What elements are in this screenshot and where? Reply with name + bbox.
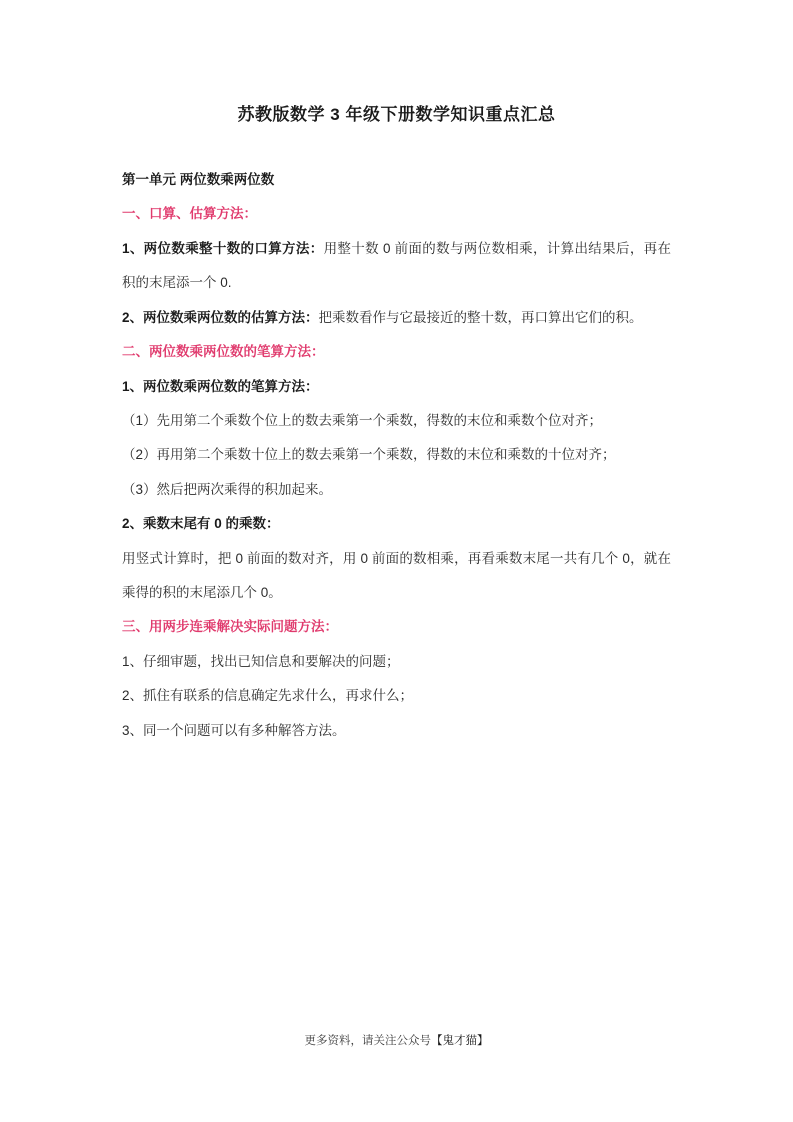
page-footer bbox=[0, 1032, 793, 1048]
paragraph-1-2 bbox=[122, 301, 671, 335]
paragraph-2-5 bbox=[122, 507, 671, 541]
paragraph-2-6 bbox=[122, 542, 671, 611]
paragraph-lead: 2、两位数乘两位数的估算方法： bbox=[122, 309, 319, 325]
unit-heading: 第一单元 两位数乘两位数 bbox=[122, 172, 275, 187]
paragraph-text: （2）再用第二个乘数十位上的数去乘第一个乘数，得数的末位和乘数的十位对齐； bbox=[122, 447, 616, 463]
paragraph-3-3 bbox=[122, 714, 671, 748]
paragraph-text: 3、同一个问题可以有多种解答方法。 bbox=[122, 722, 346, 738]
section-1 bbox=[122, 197, 671, 335]
paragraph-text: （1）先用第二个乘数个位上的数去乘第一个乘数，得数的末位和乘数个位对齐； bbox=[122, 412, 603, 428]
paragraph-text: 用整十数 0 前面的数与两位数相乘，计算出结果后，再在积的末尾添一个 0. bbox=[122, 240, 671, 291]
paragraph-text: 把乘数看作与它最接近的整十数，再口算出它们的积。 bbox=[318, 309, 643, 325]
paragraph-lead: 1、两位数乘两位数的笔算方法： bbox=[122, 378, 319, 394]
paragraph-lead: 1、两位数乘整十数的口算方法： bbox=[122, 240, 324, 256]
paragraph-text: 用竖式计算时，把 0 前面的数对齐，用 0 前面的数相乘，再看乘数末尾一共有几个 0，就在乘得的积的末尾添几个 0。 bbox=[122, 550, 671, 601]
paragraph-2-2 bbox=[122, 404, 671, 438]
paragraph-3-1 bbox=[122, 645, 671, 679]
paragraph-2-4 bbox=[122, 473, 671, 507]
paragraph-3-2 bbox=[122, 679, 671, 713]
section-heading-2: 二、两位数乘两位数的笔算方法： bbox=[122, 344, 325, 360]
footer-text: 更多资料，请关注公众号 bbox=[304, 1035, 431, 1047]
paragraph-1-1 bbox=[122, 232, 671, 301]
section-3 bbox=[122, 610, 671, 748]
paragraph-2-1 bbox=[122, 370, 671, 404]
page-title: 苏教版数学 3 年级下册数学知识重点汇总 bbox=[237, 105, 556, 124]
footer-tag: 【鬼才猫】 bbox=[431, 1035, 489, 1047]
paragraph-text: （3）然后把两次乘得的积加起来。 bbox=[122, 481, 333, 497]
section-2 bbox=[122, 335, 671, 610]
section-heading-3: 三、用两步连乘解决实际问题方法： bbox=[122, 619, 338, 635]
section-heading-1: 一、口算、估算方法： bbox=[122, 206, 257, 222]
paragraph-2-3 bbox=[122, 438, 671, 472]
paragraph-text: 2、抓住有联系的信息确定先求什么，再求什么； bbox=[122, 688, 414, 704]
paragraph-lead: 2、乘数末尾有 0 的乘数： bbox=[122, 516, 280, 532]
paragraph-text: 1、仔细审题，找出已知信息和要解决的问题； bbox=[122, 653, 400, 669]
